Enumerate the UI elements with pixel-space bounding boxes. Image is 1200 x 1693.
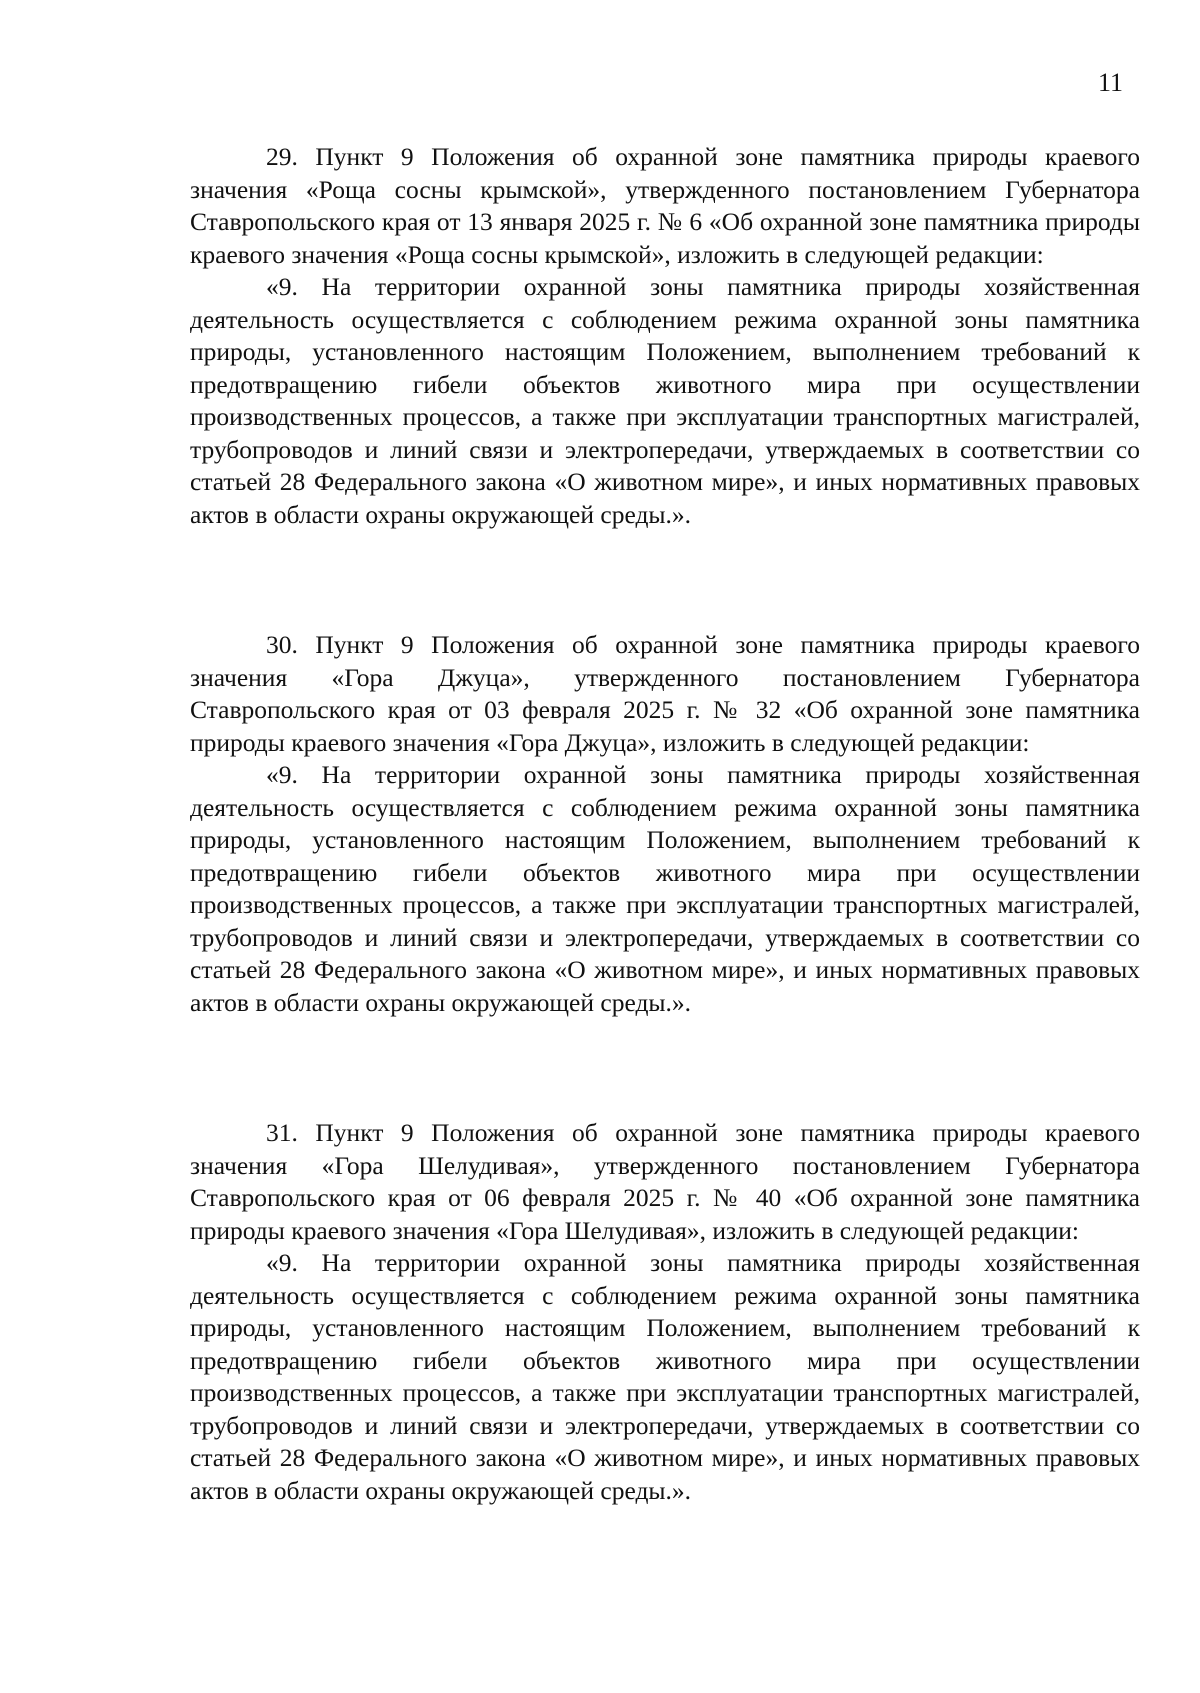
section-31 bbox=[190, 1117, 1140, 1507]
section-30 bbox=[190, 629, 1140, 1019]
section-quote: «9. На территории охранной зоны памятника природы хозяйственная деятельность осуществляется с соблюдением режима охранной зоны памятника природы, установленного настоящим Положением, выполнением требований к предотвращению гибели объектов животного мира при осуществлении производственных процессов, а также при эксплуатации транспортных магистралей, трубопроводов и линий связи и электропередачи, утверждаемых в соответствии со статьей 28 Федерального закона «О животном мире», и иных нормативных правовых актов в области охраны окружающей среды.». bbox=[190, 1248, 1140, 1505]
section-intro: 30. Пункт 9 Положения об охранной зоне памятника природы краевого значения «Гора Джуца», утвержденного постановлением Губернатора Ставропольского края от 03 февраля 2025 г. № 32 «Об охранной зоне памятника природы краевого значения «Гора Джуца», изложить в следующей редакции: bbox=[190, 630, 1140, 757]
section-intro: 29. Пункт 9 Положения об охранной зоне памятника природы краевого значения «Роща сосны крымской», утвержденного постановлением Губернатора Ставропольского края от 13 января 2025 г. № 6 «Об охранной зоне памятника природы краевого значения «Роща сосны крымской», изложить в следующей редакции: bbox=[190, 142, 1140, 269]
section-intro: 31. Пункт 9 Положения об охранной зоне памятника природы краевого значения «Гора Шелудивая», утвержденного постановлением Губернатора Ставропольского края от 06 февраля 2025 г. № 40 «Об охранной зоне памятника природы краевого значения «Гора Шелудивая», изложить в следующей редакции: bbox=[190, 1118, 1140, 1245]
section-quote: «9. На территории охранной зоны памятника природы хозяйственная деятельность осуществляется с соблюдением режима охранной зоны памятника природы, установленного настоящим Положением, выполнением требований к предотвращению гибели объектов животного мира при осуществлении производственных процессов, а также при эксплуатации транспортных магистралей, трубопроводов и линий связи и электропередачи, утверждаемых в соответствии со статьей 28 Федерального закона «О животном мире», и иных нормативных правовых актов в области охраны окружающей среды.». bbox=[190, 272, 1140, 529]
section-quote: «9. На территории охранной зоны памятника природы хозяйственная деятельность осуществляется с соблюдением режима охранной зоны памятника природы, установленного настоящим Положением, выполнением требований к предотвращению гибели объектов животного мира при осуществлении производственных процессов, а также при эксплуатации транспортных магистралей, трубопроводов и линий связи и электропередачи, утверждаемых в соответствии со статьей 28 Федерального закона «О животном мире», и иных нормативных правовых актов в области охраны окружающей среды.». bbox=[190, 760, 1140, 1017]
section-29 bbox=[190, 141, 1140, 531]
page-number: 11 bbox=[1098, 68, 1124, 97]
